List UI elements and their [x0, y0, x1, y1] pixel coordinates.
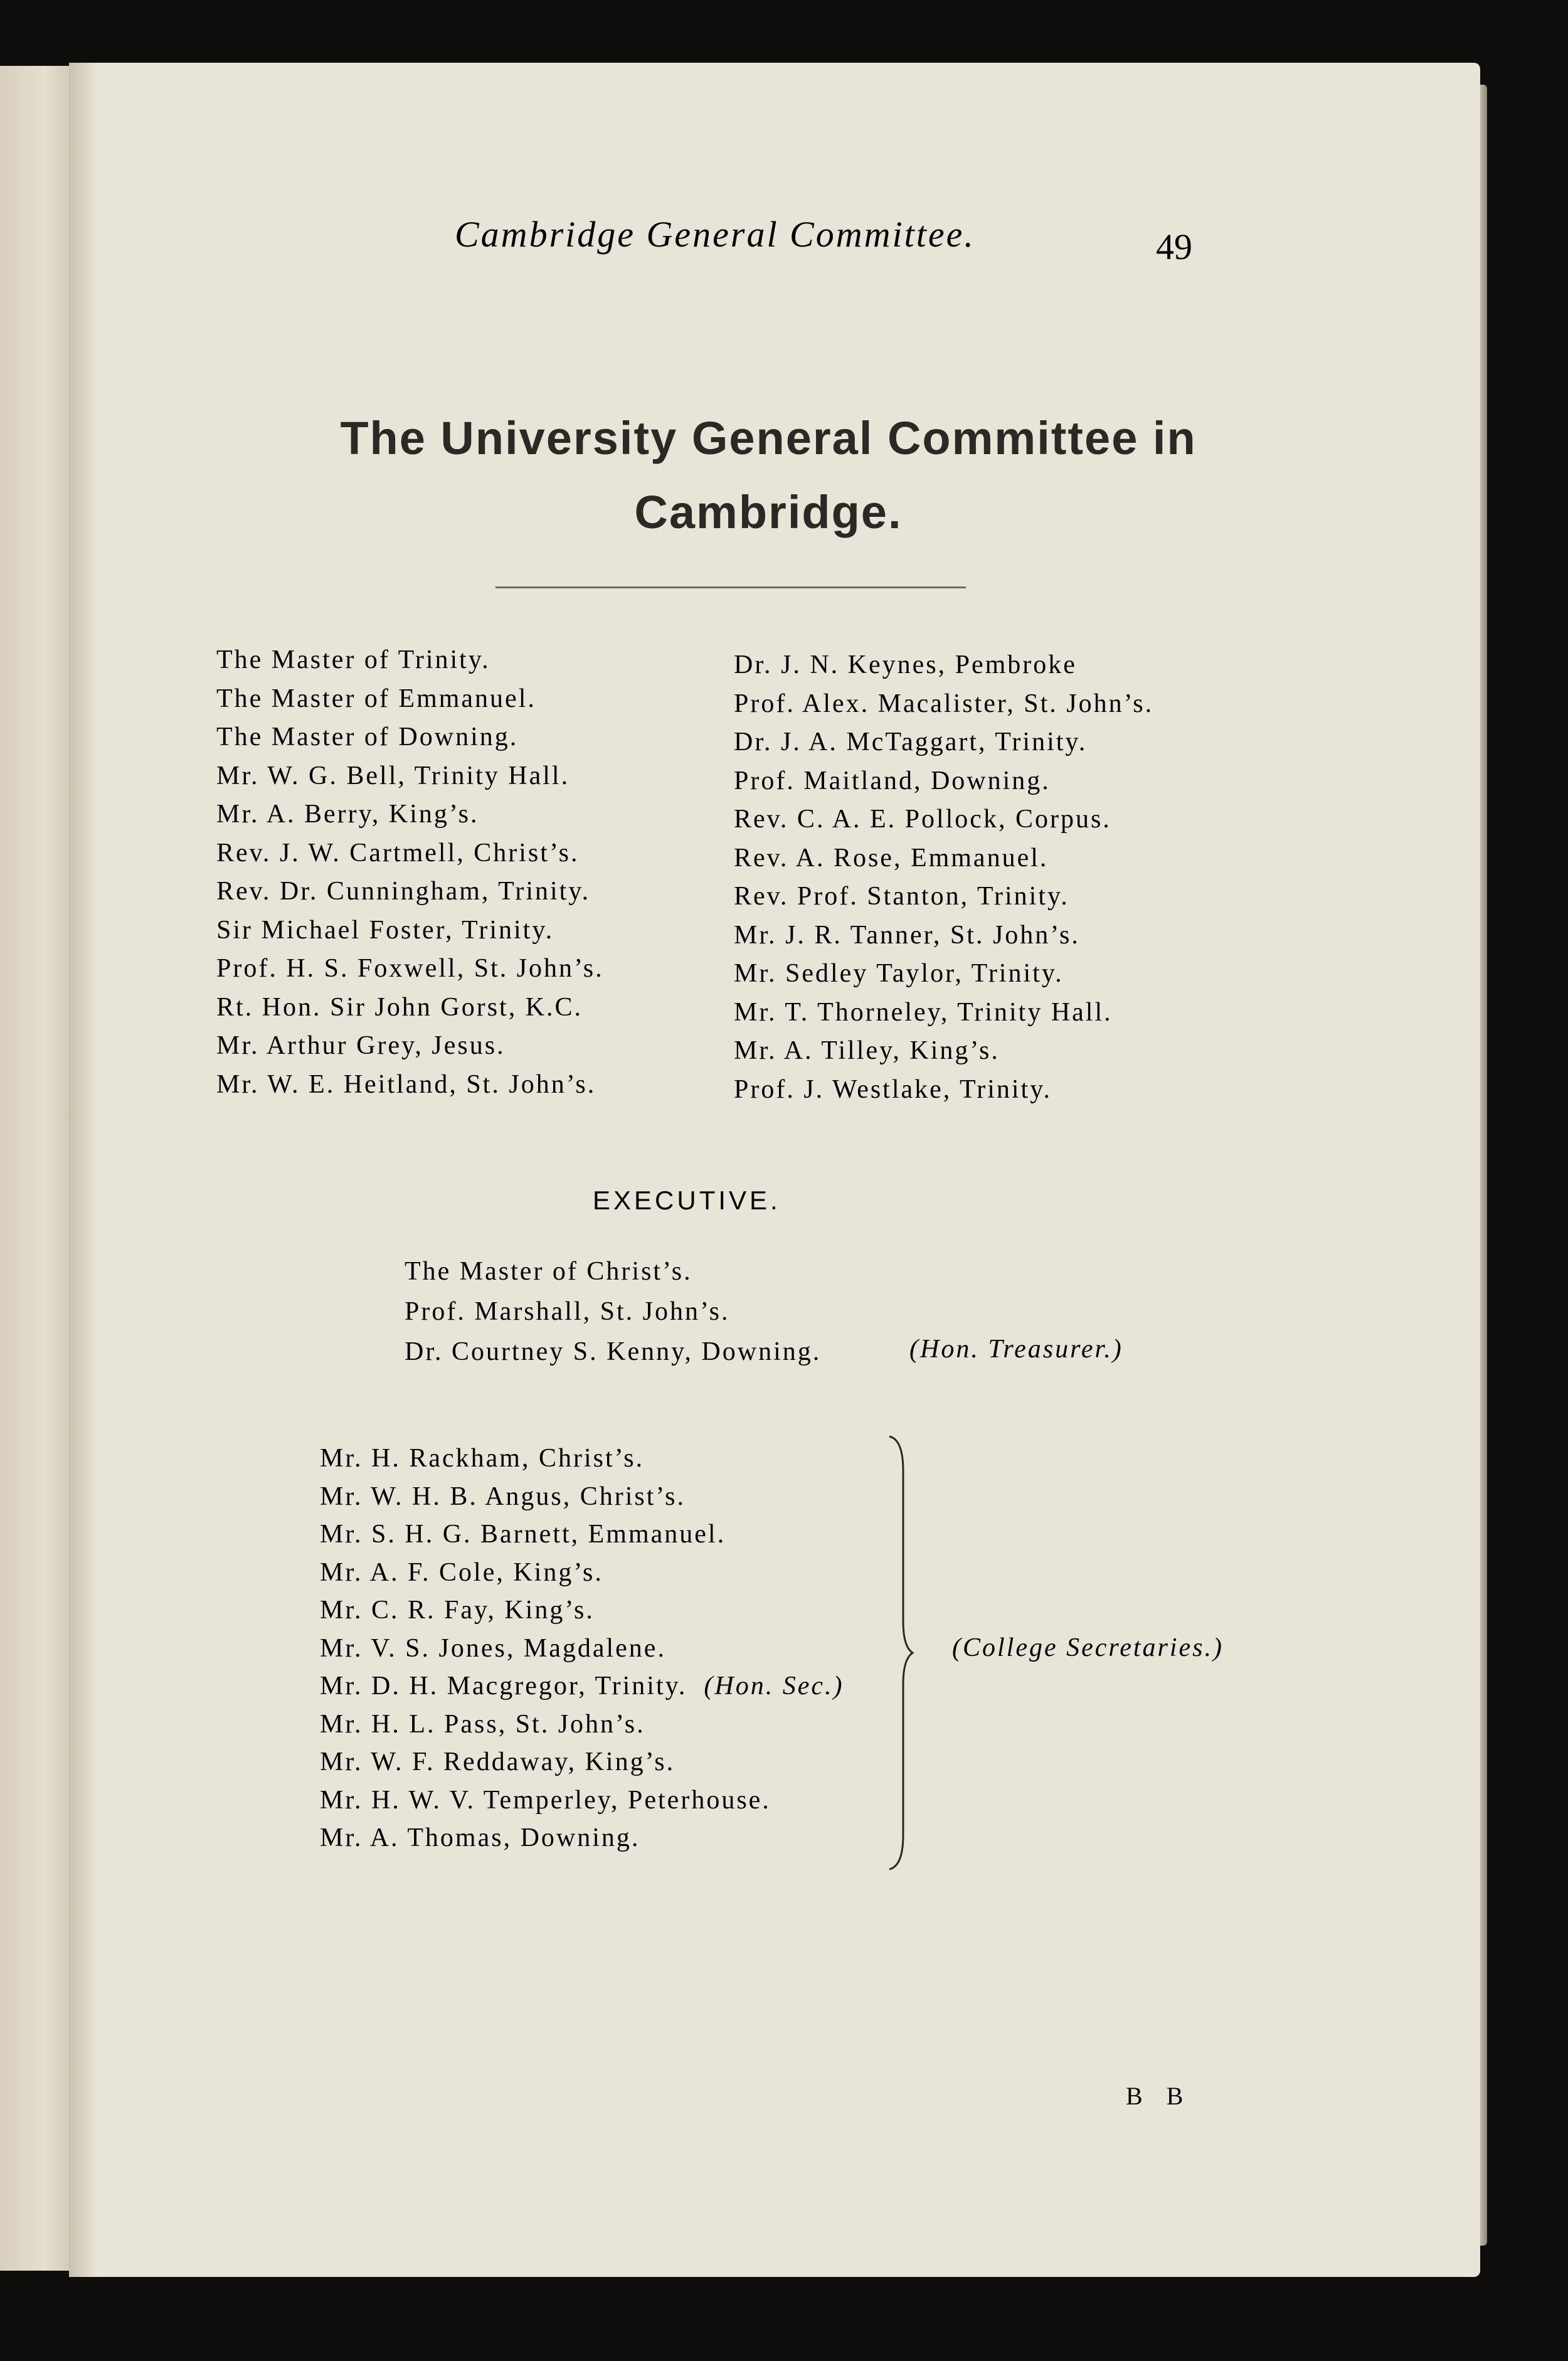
list-item: Prof. Marshall, St. John’s.: [405, 1297, 730, 1326]
college-secretaries-list: [320, 1440, 844, 1857]
list-item: Mr. A. Berry, King’s.: [216, 800, 479, 829]
list-item: Mr. H. W. V. Temperley, Peterhouse.: [320, 1785, 771, 1815]
list-item: Dr. Courtney S. Kenny, Downing.: [405, 1337, 822, 1366]
list-item: Mr. C. R. Fay, King’s.: [320, 1596, 595, 1625]
list-item: The Master of Christ’s.: [405, 1257, 692, 1286]
list-item: Mr. H. L. Pass, St. John’s.: [320, 1709, 645, 1739]
list-item: Mr. Sedley Taylor, Trinity.: [734, 959, 1064, 988]
list-item: Mr. A. Tilley, King’s.: [734, 1036, 1000, 1065]
title-line-1: The University General Committee in: [340, 412, 1197, 464]
page-title: [188, 401, 1348, 549]
list-item: Prof. Maitland, Downing.: [734, 766, 1051, 795]
hon-treasurer-note: (Hon. Treasurer.): [909, 1335, 1123, 1364]
list-item: Mr. A. F. Cole, King’s.: [320, 1557, 603, 1587]
list-item: Prof. J. Westlake, Trinity.: [734, 1074, 1052, 1104]
list-item: Rev. Prof. Stanton, Trinity.: [734, 882, 1069, 911]
list-item: The Master of Downing.: [216, 723, 519, 751]
hon-sec-note: (Hon. Sec.): [704, 1672, 844, 1700]
list-item: Mr. J. R. Tanner, St. John’s.: [734, 920, 1080, 950]
page-number: 49: [1156, 226, 1192, 267]
signature-mark: B B: [1126, 2082, 1192, 2110]
list-item: Rev. A. Rose, Emmanuel.: [734, 843, 1049, 873]
list-item: The Master of Trinity.: [216, 645, 490, 674]
list-item: Rev. Dr. Cunningham, Trinity.: [216, 877, 591, 906]
committee-right-column: [734, 646, 1153, 1109]
list-item: Mr. W. E. Heitland, St. John’s.: [216, 1069, 596, 1099]
secretary-name: Mr. D. H. Macgregor, Trinity.: [320, 1672, 687, 1700]
list-item: Dr. J. A. McTaggart, Trinity.: [734, 728, 1088, 756]
book-page: [69, 63, 1480, 2277]
list-item: Mr. A. Thomas, Downing.: [320, 1823, 640, 1852]
list-item: The Master of Emmanuel.: [216, 684, 536, 713]
page-gutter: [69, 63, 97, 2277]
list-item: Sir Michael Foster, Trinity.: [216, 915, 554, 945]
list-item: Mr. W. F. Reddaway, King’s.: [320, 1748, 675, 1776]
title-rule: [495, 586, 966, 588]
list-item: Mr. S. H. G. Barnett, Emmanuel.: [320, 1520, 726, 1549]
committee-left-column: [216, 641, 604, 1104]
running-head: Cambridge General Committee.: [455, 214, 975, 255]
book-left-page-edge: [0, 66, 75, 2271]
list-item: Mr. W. G. Bell, Trinity Hall.: [216, 761, 570, 790]
list-item: [320, 1667, 844, 1706]
executive-heading: EXECUTIVE.: [593, 1186, 781, 1215]
title-line-2: Cambridge.: [634, 486, 903, 538]
college-secretaries-label: (College Secretaries.): [952, 1633, 1224, 1662]
list-item: Mr. V. S. Jones, Magdalene.: [320, 1633, 666, 1663]
list-item: Mr. H. Rackham, Christ’s.: [320, 1444, 645, 1473]
list-item: Rt. Hon. Sir John Gorst, K.C.: [216, 992, 583, 1022]
list-item: Dr. J. N. Keynes, Pembroke: [734, 650, 1077, 679]
executive-members: [405, 1251, 821, 1372]
list-item: Prof. Alex. Macalister, St. John’s.: [734, 689, 1154, 718]
list-item: Rev. J. W. Cartmell, Christ’s.: [216, 838, 580, 867]
list-item: Prof. H. S. Foxwell, St. John’s.: [216, 954, 604, 983]
list-item: Rev. C. A. E. Pollock, Corpus.: [734, 805, 1111, 834]
curly-brace: [884, 1433, 916, 1872]
list-item: Mr. T. Thorneley, Trinity Hall.: [734, 997, 1113, 1027]
list-item: Mr. Arthur Grey, Jesus.: [216, 1031, 506, 1060]
list-item: Mr. W. H. B. Angus, Christ’s.: [320, 1482, 686, 1511]
